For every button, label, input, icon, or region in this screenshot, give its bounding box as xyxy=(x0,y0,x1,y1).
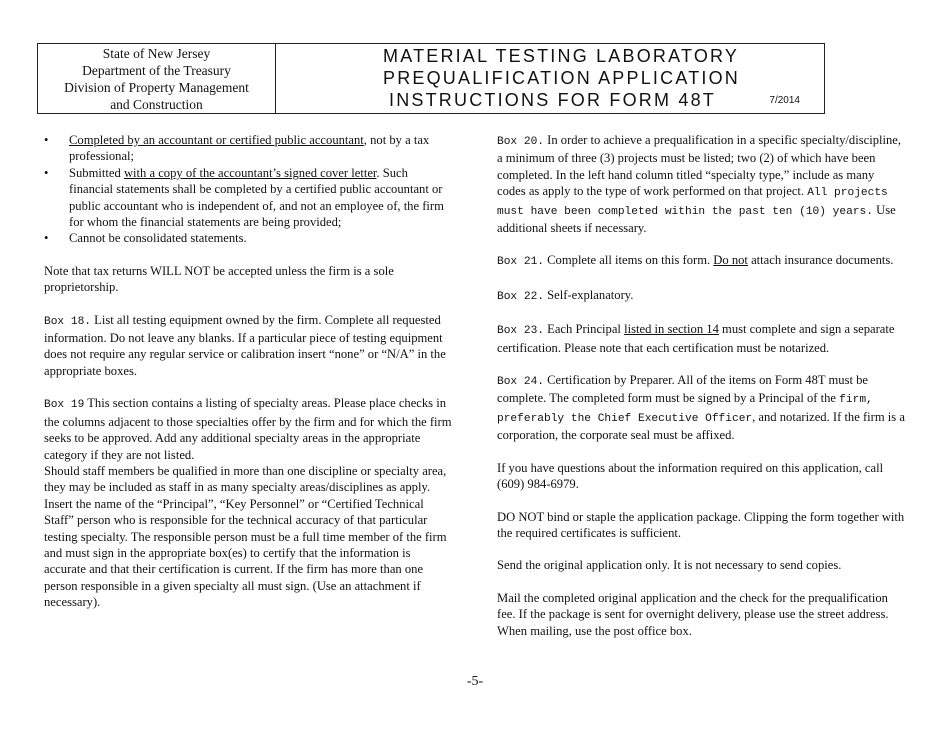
bullet-icon: • xyxy=(44,231,49,246)
box-18-text: List all testing equipment owned by the firm. Complete all requested information. Do not leave any blanks. If a particular piece of testing equipment does not require any regular service or calibration insert “none” or “N/A” in the appropriate boxes. xyxy=(44,312,446,378)
box-23-label: Box 23. xyxy=(497,325,544,338)
bullet-text: Cannot be consolidated statements. xyxy=(69,231,247,246)
title-line-3: INSTRUCTIONS FOR FORM 48T xyxy=(389,90,717,110)
box-23-paragraph xyxy=(497,321,905,356)
box-23-text: Each Principal xyxy=(544,322,625,337)
bullet-icon: • xyxy=(44,165,49,180)
bullet-text: . Such financial statements shall be completed by a certified public accountant or public accountant who is independent of, and not an employee of, the firm for whom the financial statements are being provided; xyxy=(69,165,444,230)
box-19-staff-paragraph: Should staff members be qualified in more than one discipline or specialty area, they may be included as staff in as many specialty areas/disciplines as apply. xyxy=(44,463,447,495)
box-21-text: Complete all items on this form. xyxy=(544,253,714,268)
agency-block xyxy=(38,44,276,113)
box-24-emphasis: firm, preferably the Chief Executive Officer xyxy=(497,394,873,425)
box-20-emphasis: All projects must have been completed within the past ten (10) years. xyxy=(497,187,888,218)
tax-return-note: Note that tax returns WILL NOT be accepted unless the firm is a sole proprietorship. xyxy=(44,263,394,295)
box-19-insert-paragraph: Insert the name of the “Principal”, “Key Personnel” or “Certified Technical Staff” person who is responsible for the technical accuracy of that particular testing specialty. The responsible person must be a full time member of the firm and must sign in the appropriate box(es) to certify that the information is accurate and that their certification is current. If the firm has more than one person responsible in a given specialty all must sign. (Use an attachment if necessary). xyxy=(44,496,447,610)
mailing-paragraph: Mail the completed original application and the check for the prequalification fee. If the package is sent for overnight delivery, please use the street address. When mailing, use the post office box. xyxy=(497,590,889,638)
box-21-text-end: attach insurance documents. xyxy=(747,253,894,268)
bullet-underlined-text: Completed by an accountant or certified public accountant xyxy=(69,133,364,147)
box-24-text-end: , and notarized. If the firm is a corporation, the corporate seal must be affixed. xyxy=(497,409,905,443)
title-block xyxy=(276,44,824,113)
agency-line-2: Department of the Treasury xyxy=(82,63,231,78)
page-number: -5- xyxy=(466,674,484,689)
box-23-text-end: must complete and sign a separate certification. Please note that each certification must be notarized. xyxy=(497,322,895,355)
box-18-label: Box 18. xyxy=(44,315,91,328)
agency-line-4: and Construction xyxy=(110,97,203,112)
box-19-text: This section contains a listing of specialty areas. Please place checks in the columns adjacent to those specialties offer by the firm and for which the firm seeks to be approved. Add any additional specialty areas in the appropriate category if they are not listed. xyxy=(44,396,452,462)
right-column xyxy=(497,132,905,639)
box-22-text: Self-explanatory. xyxy=(544,287,634,302)
title-line-2: PREQUALIFICATION APPLICATION xyxy=(383,68,740,88)
bullet-icon: • xyxy=(44,133,49,147)
agency-line-3: Division of Property Management xyxy=(64,80,249,95)
box-24-label: Box 24. xyxy=(497,376,544,389)
box-21-underlined: Do not xyxy=(713,253,748,268)
header-box xyxy=(37,43,825,114)
bullet-text: , not by a tax professional; xyxy=(69,133,430,164)
box-23-underlined: listed in section 14 xyxy=(624,322,719,337)
box-19-paragraph xyxy=(44,395,452,463)
left-column xyxy=(44,132,452,611)
questions-paragraph: If you have questions about the information required on this application, call (609) 984-6979. xyxy=(497,460,884,492)
box-19-label: Box 19 xyxy=(44,399,85,412)
box-20-text-end: Use additional sheets if necessary. xyxy=(497,202,896,236)
box-20-label: Box 20. xyxy=(497,136,544,148)
box-22-paragraph xyxy=(497,287,905,305)
bullet-text: Submitted xyxy=(69,165,124,180)
financial-statement-requirements xyxy=(44,132,452,247)
box-22-label: Box 22. xyxy=(497,290,544,303)
list-item xyxy=(44,132,452,165)
box-20-text: In order to achieve a prequalification in a specific specialty/discipline, a minimum of three (3) projects must be listed; two (2) of which have been completed. In the left hand column titled “specialty type,” include as many codes as apply to the type of work performed on that project. xyxy=(497,133,902,199)
send-original-paragraph: Send the original application only. It is not necessary to send copies. xyxy=(497,558,842,573)
box-21-paragraph xyxy=(497,252,905,270)
agency-line-1: State of New Jersey xyxy=(102,46,211,61)
bullet-underlined-text: with a copy of the accountant’s signed cover letter xyxy=(123,165,377,180)
binding-paragraph: DO NOT bind or staple the application package. Clipping the form together with the required certificates is sufficient. xyxy=(497,509,905,540)
box-21-label: Box 21. xyxy=(497,256,544,269)
box-18-paragraph xyxy=(44,312,452,380)
title-line-1: MATERIAL TESTING LABORATORY xyxy=(383,46,740,66)
revision-date: 7/2014 xyxy=(769,95,800,106)
box-24-paragraph xyxy=(497,372,905,444)
box-20-paragraph xyxy=(497,132,905,236)
box-24-text: Certification by Preparer. All of the items on Form 48T must be complete. The completed form must be signed by a Principal of the xyxy=(497,373,869,406)
list-item xyxy=(44,165,452,231)
list-item xyxy=(44,230,452,246)
